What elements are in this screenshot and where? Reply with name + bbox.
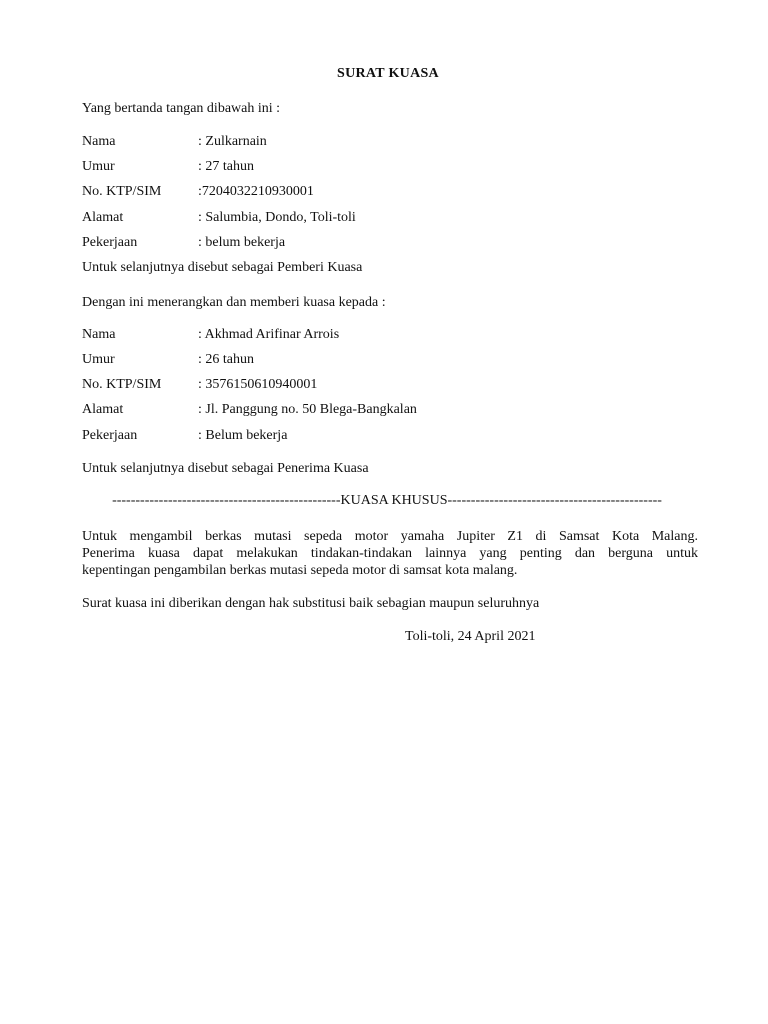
field-label: Pekerjaan — [82, 235, 138, 250]
field-label: Nama — [82, 327, 116, 342]
field-label: Alamat — [82, 402, 124, 417]
kuasa-khusus-divider: -------------------------------------------------KUASA KHUSUS---------------------------------------------- — [112, 493, 662, 508]
penerima-closing-text: Untuk selanjutnya disebut sebagai Penerima Kuasa — [82, 461, 369, 476]
field-value: : Belum bekerja — [198, 428, 288, 443]
paragraph-line: Penerima kuasa dapat melakukan tindakan-tindakan lainnya yang penting dan berguna untuk — [82, 546, 698, 561]
place-date: Toli-toli, 24 April 2021 — [405, 629, 536, 644]
field-value: : 27 tahun — [198, 159, 254, 174]
field-value: : 26 tahun — [198, 352, 254, 367]
field-value: : Zulkarnain — [198, 134, 267, 149]
field-label: Alamat — [82, 210, 124, 225]
field-value: : Akhmad Arifinar Arrois — [198, 327, 340, 342]
field-label: Pekerjaan — [82, 428, 138, 443]
field-value: : Jl. Panggung no. 50 Blega-Bangkalan — [198, 402, 417, 417]
pemberi-closing-text: Untuk selanjutnya disebut sebagai Pemberi Kuasa — [82, 260, 363, 275]
paragraph-line: Untuk mengambil berkas mutasi sepeda motor yamaha Jupiter Z1 di Samsat Kota Malang. — [82, 529, 698, 544]
field-value: :7204032210930001 — [198, 184, 314, 199]
field-value: : Salumbia, Dondo, Toli-toli — [198, 210, 356, 225]
field-label: Umur — [82, 159, 115, 174]
transition-text: Dengan ini menerangkan dan memberi kuasa kepada : — [82, 295, 386, 310]
field-value: : belum bekerja — [198, 235, 286, 250]
field-value: : 3576150610940001 — [198, 377, 318, 392]
field-label: Nama — [82, 134, 116, 149]
substitution-text: Surat kuasa ini diberikan dengan hak substitusi baik sebagian maupun seluruhnya — [82, 596, 540, 611]
document-title: SURAT KUASA — [337, 66, 439, 81]
field-label: No. KTP/SIM — [82, 377, 162, 392]
field-label: No. KTP/SIM — [82, 184, 162, 199]
field-label: Umur — [82, 352, 115, 367]
paragraph-line: kepentingan pengambilan berkas mutasi sepeda motor di samsat kota malang. — [82, 563, 518, 578]
intro-text: Yang bertanda tangan dibawah ini : — [82, 101, 281, 116]
kuasa-khusus-paragraph — [82, 528, 698, 579]
